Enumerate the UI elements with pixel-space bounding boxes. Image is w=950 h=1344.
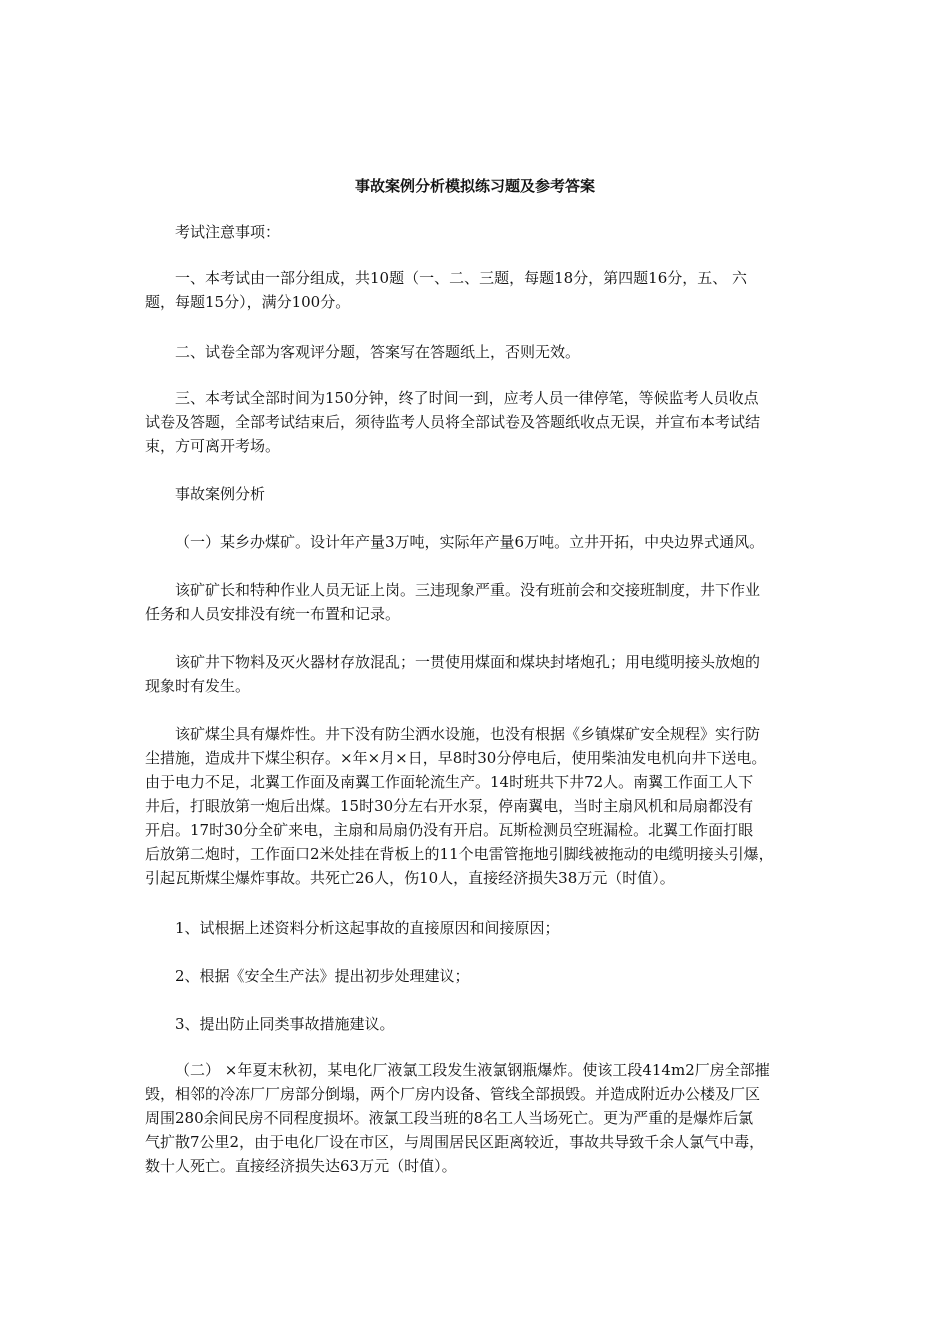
notice-item-1 <box>145 266 805 314</box>
text-line: 井后，打眼放第一炮后出煤。15时30分左右开水泵，停南翼电，当时主扇风机和局扇都没有 <box>145 797 754 815</box>
text-line: 气扩散7公里2，由于电化厂设在市区，与周围居民区距离较近，事故共导致千余人氯气中毒， <box>145 1133 765 1151</box>
text-line: 二、试卷全部为客观评分题，答案写在答题纸上，否则无效。 <box>175 343 581 361</box>
section-heading <box>145 482 805 506</box>
text-line: 一、本考试由一部分组成，共10题（一、二、三题，每题18分，第四题16分，五、 六 <box>175 269 748 287</box>
case1-question-2 <box>145 964 805 988</box>
notice-item-2 <box>145 340 805 364</box>
text-line: （二） ×年夏末秋初，某电化厂液氯工段发生液氯钢瓶爆炸。使该工段414m2厂房全部摧 <box>175 1061 770 1079</box>
text-line: （一）某乡办煤矿。设计年产量3万吨，实际年产量6万吨。立井开拓，中央边界式通风。 <box>175 533 765 551</box>
text-line: 试卷及答题，全部考试结束后，须待监考人员将全部试卷及答题纸收点无误，并宣布本考试结 <box>145 413 761 431</box>
case1-paragraph-4 <box>145 722 805 890</box>
text-line: 由于电力不足，北翼工作面及南翼工作面轮流生产。14时班共下井72人。南翼工作面工人下 <box>145 773 754 791</box>
text-line: 现象时有发生。 <box>145 677 251 695</box>
text-line: 尘措施，造成井下煤尘积存。×年×月×日，早8时30分停电后，使用柴油发电机向井下送电。 <box>145 749 767 767</box>
text-line: 开启。17时30分全矿来电，主扇和局扇仍没有开启。瓦斯检测员空班漏检。北翼工作面打眼 <box>145 821 754 839</box>
text-line: 该矿井下物料及灭火器材存放混乱；一贯使用煤面和煤块封堵炮孔；用电缆明接头放炮的 <box>175 653 761 671</box>
text-line: 毁，相邻的冷冻厂厂房部分倒塌，两个厂房内设备、管线全部损毁。并造成附近办公楼及厂区 <box>145 1085 761 1103</box>
text-line: 题，每题15分），满分100分。 <box>145 293 351 311</box>
document-title: 事故案例分析模拟练习题及参考答案 <box>354 177 595 195</box>
notice-item-3 <box>145 386 805 458</box>
text-line: 束，方可离开考场。 <box>145 437 281 455</box>
text-line: 该矿矿长和特种作业人员无证上岗。三违现象严重。没有班前会和交接班制度，井下作业 <box>175 581 761 599</box>
notice-heading-text: 考试注意事项： <box>175 223 281 241</box>
text-line: 周围280余间民房不同程度损坏。液氯工段当班的8名工人当场死亡。更为严重的是爆炸后氯 <box>145 1109 754 1127</box>
case1-paragraph-1 <box>145 530 805 554</box>
text-line: 引起瓦斯煤尘爆炸事故。共死亡26人，伤10人，直接经济损失38万元（时值）。 <box>145 869 675 887</box>
text-line: 该矿煤尘具有爆炸性。井下没有防尘洒水设施，也没有根据《乡镇煤矿安全规程》实行防 <box>175 725 761 743</box>
question-text: 2、根据《安全生产法》提出初步处理建议； <box>175 967 470 985</box>
question-text: 1、试根据上述资料分析这起事故的直接原因和间接原因； <box>175 919 560 937</box>
case1-paragraph-2 <box>145 578 805 626</box>
case1-question-3 <box>145 1012 805 1036</box>
text-line: 三、本考试全部时间为150分钟，终了时间一到，应考人员一律停笔，等候监考人员收点 <box>175 389 759 407</box>
text-line: 后放第二炮时，工作面口2米处挂在背板上的11个电雷管拖地引脚线被拖动的电缆明接头引爆， <box>145 845 774 863</box>
question-text: 3、提出防止同类事故措施建议。 <box>175 1015 395 1033</box>
case2-paragraph-1 <box>145 1058 805 1178</box>
text-line: 数十人死亡。直接经济损失达63万元（时值）。 <box>145 1157 457 1175</box>
section-heading-text: 事故案例分析 <box>175 485 266 503</box>
case1-paragraph-3 <box>145 650 805 698</box>
text-line: 任务和人员安排没有统一布置和记录。 <box>145 605 401 623</box>
case1-question-1 <box>145 916 805 940</box>
notice-heading <box>145 220 805 244</box>
